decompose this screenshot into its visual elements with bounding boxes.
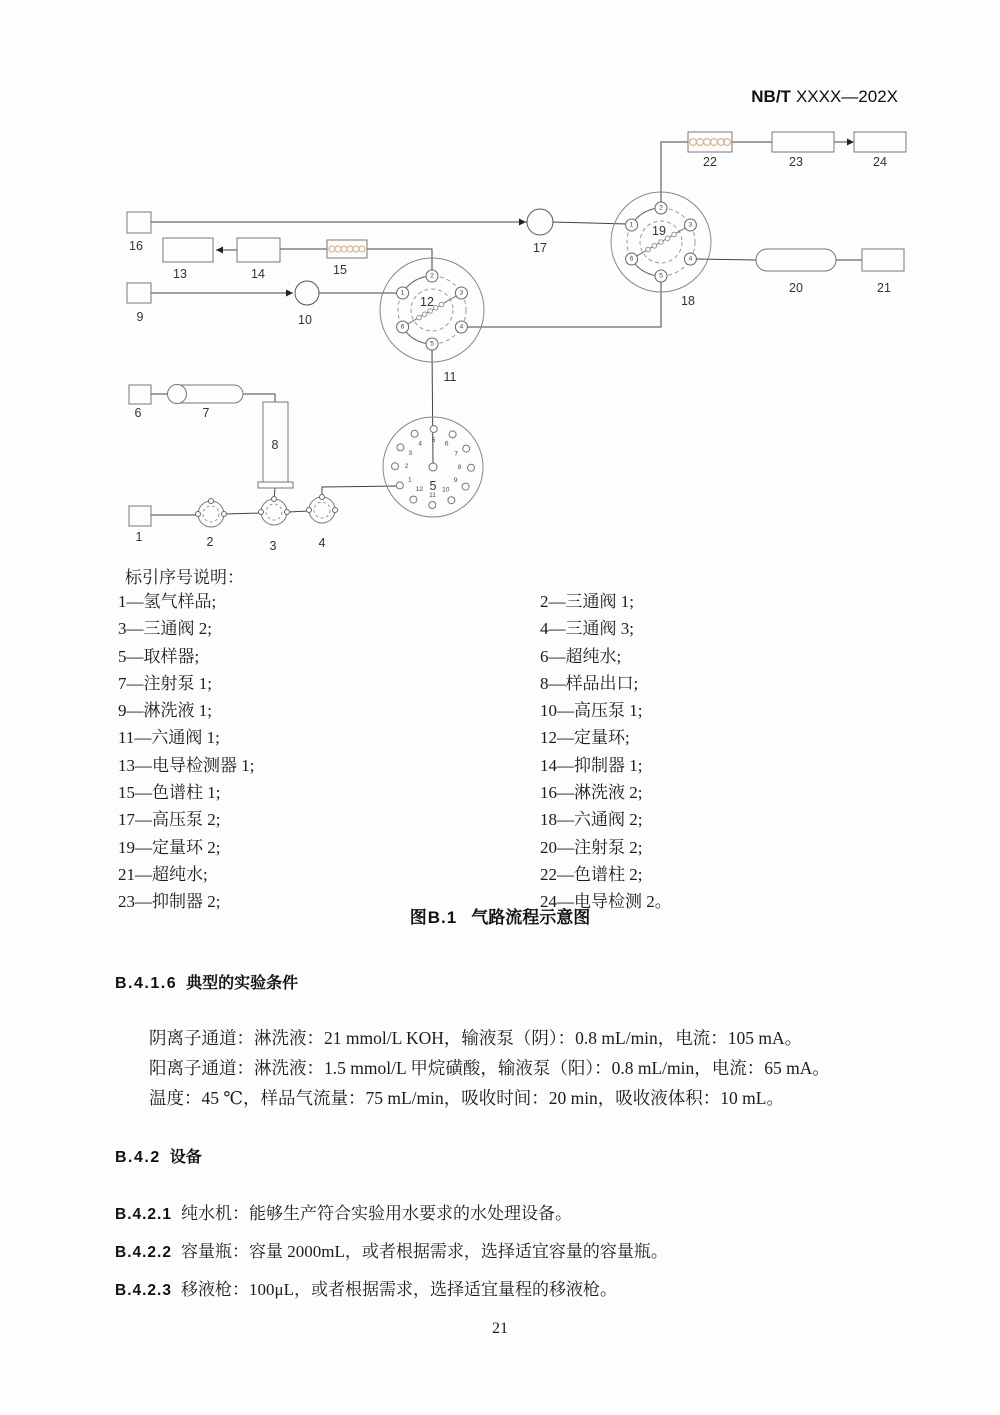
legend-intro: 标引序号说明： xyxy=(125,568,244,587)
label-1: 1 xyxy=(135,530,143,544)
sampler-pos-label: 4 xyxy=(418,440,423,448)
label-8: 8 xyxy=(271,438,279,452)
clause-text: 容量瓶：容量 2000mL，或者根据需求，选择适宜容量的容量瓶。 xyxy=(180,1242,668,1261)
valve11-port-label: 6 xyxy=(400,323,405,331)
arrow-left-icon xyxy=(216,247,223,254)
section-heading-b416 xyxy=(115,970,298,993)
legend-item-3: 3—三通阀 2; xyxy=(118,619,212,639)
box-21-ultrapure-water xyxy=(862,249,904,271)
condition-line-general: 温度：45 ℃，样品气流量：75 mL/min，吸收时间：20 min，吸收液体积：10 mL。 xyxy=(149,1088,784,1109)
legend-item-5: 5—取样器; xyxy=(118,646,200,666)
section-number: B.4.2 xyxy=(115,1149,161,1166)
valve18-port-label: 4 xyxy=(688,255,693,263)
sampler-pos-label: 6 xyxy=(444,440,449,448)
clause-number: B.4.2.1 xyxy=(115,1206,172,1223)
label-17: 17 xyxy=(533,241,547,255)
box-24-detector2 xyxy=(854,132,906,152)
three-way-valve-3 xyxy=(259,497,290,526)
sampler-pos-label: 1 xyxy=(407,476,412,484)
component-boxes xyxy=(127,132,906,526)
valve11-port-label: 2 xyxy=(430,272,434,280)
legend-list xyxy=(118,588,930,916)
label-12: 12 xyxy=(420,295,434,309)
legend-item-2: 2—三通阀 1; xyxy=(540,592,634,611)
label-9: 9 xyxy=(136,310,144,324)
valve11-port-label: 5 xyxy=(430,340,434,348)
box-9-eluent1 xyxy=(127,283,151,303)
label-18: 18 xyxy=(681,294,695,308)
clause-number: B.4.2.2 xyxy=(115,1244,172,1261)
component-number-labels xyxy=(129,155,891,553)
legend-item-9: 9—淋洗液 1; xyxy=(118,701,212,721)
box-13-detector1 xyxy=(163,238,213,262)
clause-number: B.4.2.3 xyxy=(115,1282,172,1299)
box-1-hydrogen-sample xyxy=(129,506,151,526)
clause-b422 xyxy=(115,1237,668,1262)
label-23: 23 xyxy=(789,155,803,169)
label-20: 20 xyxy=(789,281,803,295)
experiment-conditions xyxy=(149,1023,924,1114)
legend-item-12: 12—定量环; xyxy=(540,728,630,748)
autosampler-5 xyxy=(383,417,483,517)
label-4: 4 xyxy=(318,536,326,550)
box-6-ultrapure-water xyxy=(129,385,151,404)
label-22: 22 xyxy=(703,155,717,169)
legend-item-16: 16—淋洗液 2; xyxy=(540,783,643,803)
valve18-port-label: 5 xyxy=(659,272,663,280)
sampler-pos-label: 12 xyxy=(415,486,424,494)
clause-b421 xyxy=(115,1199,572,1224)
legend-item-19: 19—定量环 2; xyxy=(118,837,221,857)
label-10: 10 xyxy=(298,313,312,327)
sampler-pos-label: 8 xyxy=(457,464,462,471)
three-way-valve-2 xyxy=(196,499,227,528)
column-coil-icon xyxy=(329,139,730,252)
section-number: B.4.1.6 xyxy=(115,975,178,992)
label-24: 24 xyxy=(873,155,887,169)
clause-text: 纯水机：能够生产符合实验用水要求的水处理设备。 xyxy=(180,1204,572,1223)
valve11-port-label: 4 xyxy=(459,323,464,331)
figure-caption-label: 图B.1 xyxy=(409,908,458,927)
standard-code xyxy=(751,87,898,107)
legend-item-13: 13—电导检测器 1; xyxy=(118,755,255,775)
condition-line-anion: 阴离子通道：淋洗液：21 mmol/L KOH，输液泵（阴）：0.8 mL/min，电流：105 mA。 xyxy=(149,1028,803,1048)
legend-item-23: 23—抑制器 2; xyxy=(118,892,221,912)
section-heading-b42 xyxy=(115,1144,202,1167)
legend-item-17: 17—高压泵 2; xyxy=(118,810,221,830)
valve18-port-label: 2 xyxy=(659,204,663,212)
valve11-port-label: 1 xyxy=(400,289,405,297)
sampler-pos-label: 7 xyxy=(454,450,459,458)
arrow-right-icon xyxy=(286,290,293,297)
legend-item-7: 7—注射泵 1; xyxy=(118,673,212,693)
three-way-valve-4 xyxy=(307,495,338,524)
label-2: 2 xyxy=(206,535,214,549)
syringe-plunger-icon xyxy=(168,385,187,404)
legend-item-15: 15—色谱柱 1; xyxy=(118,783,221,803)
section-title: 典型的实验条件 xyxy=(186,975,299,992)
standard-code-prefix: NB/T xyxy=(751,87,791,106)
pump-17-circle xyxy=(527,209,553,235)
clause-b423 xyxy=(115,1275,617,1300)
legend-item-4: 4—三通阀 3; xyxy=(540,619,634,639)
legend-item-6: 6—超纯水; xyxy=(540,646,622,666)
box-14-suppressor1 xyxy=(237,238,280,262)
sampler-pos-label: 11 xyxy=(429,492,436,499)
sampler-pos-label: 10 xyxy=(442,486,450,494)
section-title: 设备 xyxy=(169,1149,202,1166)
sampler-pos-label: 5 xyxy=(431,437,436,444)
condition-line-cation: 阳离子通道：淋洗液：1.5 mmol/L 甲烷磺酸，输液泵（阳）：0.8 mL/min，电流：65 mA。 xyxy=(149,1058,830,1079)
box-23-suppressor2 xyxy=(772,132,834,152)
legend-item-8: 8—样品出口; xyxy=(540,673,639,693)
sampler-pos-label: 3 xyxy=(408,449,413,457)
figure-caption xyxy=(0,903,1000,928)
gas-flow-diagram xyxy=(0,120,1000,570)
label-5: 5 xyxy=(429,479,437,493)
valve11-port-label: 3 xyxy=(459,289,464,297)
clause-text: 移液枪：100μL，或者根据需求，选择适宜量程的移液枪。 xyxy=(180,1280,617,1299)
legend-item-18: 18—六通阀 2; xyxy=(540,810,643,830)
standard-code-number: XXXX—202X xyxy=(795,87,898,106)
figure-caption-title: 气路流程示意图 xyxy=(471,908,591,927)
label-7: 7 xyxy=(202,406,210,420)
label-6: 6 xyxy=(134,406,142,420)
valve-11-six-port xyxy=(380,258,484,362)
legend-item-11: 11—六通阀 1; xyxy=(118,728,220,748)
cylinder-20-syringe-pump2 xyxy=(756,249,836,271)
label-19: 19 xyxy=(652,224,666,238)
arrow-right-icon xyxy=(847,139,854,146)
column-8-base xyxy=(258,482,293,488)
sampler-pos-label: 2 xyxy=(404,463,409,470)
label-13: 13 xyxy=(173,267,187,281)
label-11: 11 xyxy=(443,370,457,384)
arrow-right-icon xyxy=(519,219,526,226)
sampler-pos-label: 9 xyxy=(453,477,458,485)
legend-item-21: 21—超纯水; xyxy=(118,864,208,884)
legend-item-14: 14—抑制器 1; xyxy=(540,755,643,775)
valve-18-six-port xyxy=(611,192,711,292)
label-16: 16 xyxy=(129,239,143,253)
valve18-port-label: 6 xyxy=(629,255,634,263)
page-number: 21 xyxy=(492,1320,508,1337)
legend-item-20: 20—注射泵 2; xyxy=(540,837,643,857)
pump-10-circle xyxy=(295,281,319,305)
legend-item-1: 1—氢气样品; xyxy=(118,592,217,611)
label-14: 14 xyxy=(251,267,265,281)
legend-item-24: 24—电导检测 2。 xyxy=(540,892,672,912)
valve18-port-label: 3 xyxy=(688,221,693,229)
legend-item-22: 22—色谱柱 2; xyxy=(540,864,643,884)
box-16-eluent2 xyxy=(127,212,151,233)
flow-lines xyxy=(151,142,862,515)
valve18-port-label: 1 xyxy=(629,221,634,229)
legend-item-10: 10—高压泵 1; xyxy=(540,701,643,721)
label-3: 3 xyxy=(269,539,277,553)
label-15: 15 xyxy=(333,263,347,277)
label-21: 21 xyxy=(877,281,891,295)
